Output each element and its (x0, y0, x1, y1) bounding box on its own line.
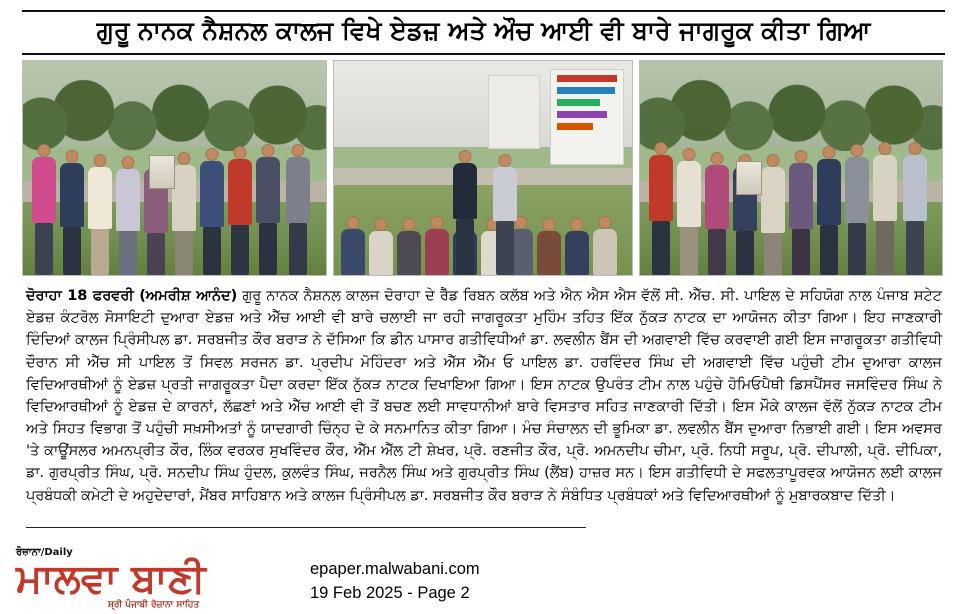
headline-block (22, 10, 945, 55)
photo-people-group (640, 117, 942, 275)
masthead-subtitle: ਸ਼੍ਰੀ ਪੰਜਾਬੀ ਰੋਜ਼ਾਨਾ ਸਾਹਿਤ (107, 600, 200, 610)
award-memento (149, 155, 175, 189)
article-body (26, 285, 942, 507)
page-footer (0, 540, 967, 614)
edition-date: 19 Feb 2025 - Page 2 (310, 584, 470, 603)
photo-people-group (23, 117, 326, 275)
photo-group-trophy (639, 60, 943, 276)
epaper-url[interactable]: epaper.malwabani.com (310, 560, 480, 579)
masthead-title: ਮਾਲਵਾ ਬਾਣੀ (16, 556, 206, 602)
watermark-text (330, 533, 343, 558)
footer-meta (310, 558, 480, 606)
article-byline: ਦੋਰਾਹਾ 18 ਫਰਵਰੀ (ਅਮਰੀਸ਼ ਆਨੰਦ) (26, 287, 238, 304)
photo-street-play-audience (333, 60, 633, 276)
article-bottom-rule (26, 527, 586, 528)
photo-audience-group (334, 117, 632, 275)
page-headline: ਗੁਰੂ ਨਾਨਕ ਨੈਸ਼ਨਲ ਕਾਲਜ ਵਿਖੇ ਏਡਜ਼ ਅਤੇ ਔਚ ਆਈ ਵੀ ਬਾਰੇ ਜਾਗਰੂਕ ਕੀਤਾ ਗਿਆ (96, 16, 871, 45)
trophy-memento (736, 161, 762, 195)
masthead (16, 547, 291, 610)
article-paragraph (26, 285, 942, 507)
masthead-kicker: ਰੋਜ਼ਾਨਾ/Daily (16, 547, 73, 558)
photo-group-award (22, 60, 327, 276)
photo-strip (22, 60, 945, 276)
article-text: ਗੁਰੂ ਨਾਨਕ ਨੈਸ਼ਨਲ ਕਾਲਜ ਦੋਰਾਹਾ ਦੇ ਰੈੱਡ ਰਿਬਨ ਕਲੱਬ ਅਤੇ ਐਨ ਐਸ ਐਸ ਵੱਲੋਂ ਸੀ. ਐੱਚ. ਸੀ. ਪਾਇਲ ਦੇ ਸਹਿਯੋਗ ਨਾਲ ਪੰਜਾਬ ਸਟੇਟ ਏਡਜ਼ ਕੰਟਰੋਲ ਸੋਸਾਇਟੀ ਦੁਆਰਾ ਏਡਜ਼ ਅਤੇ ਐੱਚ ਆਈ ਵੀ ਬਾਰੇ ਚਲਾਈ ਜਾ ਰਹੀ ਜਾਗਰੂਕਤਾ ਮੁਹਿੰਮ ਤਹਿਤ ਇੱਕ ਨੁੱਕੜ ਨਾਟਕ ਦਾ ਆਯੋਜਨ ਕੀਤਾ ਗਿਆ। ਇਹ ਜਾਣਕਾਰੀ ਦਿੰਦਿਆਂ ਕਾਲਜ ਪ੍ਰਿੰਸੀਪਲ ਡਾ. ਸਰਬਜੀਤ ਕੌਰ ਬਰਾੜ ਨੇ ਦੱਸਿਆ ਕਿ ਡੀਨ ਪਾਸਾਰ ਗਤੀਵਿਧੀਆਂ ਡਾ. ਲਵਲੀਨ ਬੈਂਸ ਦੀ ਅਗਵਾਈ ਵਿੱਚ ਕਰਵਾਈ ਗਈ ਇਸ ਜਾਗਰੂਕਤਾ ਗਤੀਵਿਧੀ ਦੌਰਾਨ ਸੀ ਐੱਚ ਸੀ ਪਾਇਲ ਤੋਂ ਸਿਵਲ ਸਰਜਨ ਡਾ. ਪ੍ਰਦੀਪ ਮੋਹਿੰਦਰਾ ਅਤੇ ਐੱਸ ਐੱਮ ਓ ਪਾਇਲ ਡਾ. ਹਰਵਿੰਦਰ ਸਿੰਘ ਦੀ ਅਗਵਾਈ ਵਿੱਚ ਪਹੁੰਚੀ ਟੀਮ ਦੁਆਰਾ ਕਾਲਜ ਵਿਦਿਆਰਥੀਆਂ ਨੂੰ ਏਡਜ਼ ਪ੍ਰਤੀ ਜਾਗਰੂਕਤਾ ਪੈਦਾ ਕਰਦਾ ਇੱਕ ਨੁੱਕੜ ਨਾਟਕ ਦਿਖਾਇਆ ਗਿਆ। ਇਸ ਨਾਟਕ ਉਪਰੰਤ ਟੀਮ ਨਾਲ ਪਹੁੰਚੇ ਹੋਮਿਓਪੈਥੀ ਡਿਸਪੈਂਸਰ ਜਸਵਿੰਦਰ ਸਿੰਘ ਨੇ ਵਿਦਿਆਰਥੀਆਂ ਨੂੰ ਏਡਜ਼ ਦੇ ਕਾਰਨਾਂ, ਲੱਛਣਾਂ ਅਤੇ ਐੱਚ ਆਈ ਵੀ ਤੋਂ ਬਚਣ ਲਈ ਸਾਵਧਾਨੀਆਂ ਬਾਰੇ ਵਿਸਤਾਰ ਸਹਿਤ ਜਾਣਕਾਰੀ ਦਿੱਤੀ। ਇਸ ਮੌਕੇ ਕਾਲਜ ਵੱਲੋਂ ਨੁੱਕੜ ਨਾਟਕ ਟੀਮ ਅਤੇ ਸਿਹਤ ਵਿਭਾਗ ਤੋਂ ਪਹੁੰਚੀ ਸਖ਼ਸੀਅਤਾਂ ਨੂੰ ਯਾਦਗਾਰੀ ਚਿੰਨ੍ਹ ਦੇ ਕੇ ਸਨਮਾਨਿਤ ਕੀਤਾ ਗਿਆ। ਮੰਚ ਸੰਚਾਲਨ ਦੀ ਭੂਮਿਕਾ ਡਾ. ਲਵਲੀਨ ਬੈਂਸ ਦੁਆਰਾ ਨਿਭਾਈ ਗਈ। ਇਸ ਅਵਸਰ 'ਤੇ ਕਾਊਂਸਲਰ ਅਮਨਪ੍ਰੀਤ ਕੌਰ, ਲਿੰਕ ਵਰਕਰ ਸੁਖਵਿੰਦਰ ਕੌਰ, ਐੱਮ ਐੱਲ ਟੀ ਸ਼ੇਖਰ, ਪ੍ਰੋ. ਰਣਜੀਤ ਕੌਰ, ਪ੍ਰੋ. ਅਮਨਦੀਪ ਚੀਮਾ, ਪ੍ਰੋ. ਨਿਧੀ ਸਰੂਪ, ਪ੍ਰੋ. ਦੀਪਾਲੀ, ਪ੍ਰੋ. ਦੀਪਿਕਾ, ਡਾ. ਗੁਰਪ੍ਰੀਤ ਸਿੰਘ, ਪ੍ਰੋ. ਸਨਦੀਪ ਸਿੰਘ ਹੁੰਦਲ, ਕੁਲਵੰਤ ਸਿੰਘ, ਜਰਨੈਲ ਸਿੰਘ ਅਤੇ ਗੁਰਪ੍ਰੀਤ ਸਿੰਘ (ਲੈਂਬ) ਹਾਜ਼ਰ ਸਨ। ਇਸ ਗਤੀਵਿਧੀ ਦੇ ਸਫਲਤਾਪੂਰਵਕ ਆਯੋਜਨ ਲਈ ਕਾਲਜ ਪ੍ਰਬੰਧਕੀ ਕਮੇਟੀ ਦੇ ਅਹੁਦੇਦਾਰਾਂ, ਮੈਂਬਰ ਸਾਹਿਬਾਨ ਅਤੇ ਕਾਲਜ ਪ੍ਰਿੰਸੀਪਲ ਡਾ. ਸਰਬਜੀਤ ਕੌਰ ਬਰਾੜ ਨੇ ਸੰਬੰਧਿਤ ਪ੍ਰਬੰਧਕਾਂ ਅਤੇ ਵਿਦਿਆਰਥੀਆਂ ਨੂੰ ਮੁਬਾਰਕਬਾਦ ਦਿੱਤੀ। (26, 287, 943, 504)
